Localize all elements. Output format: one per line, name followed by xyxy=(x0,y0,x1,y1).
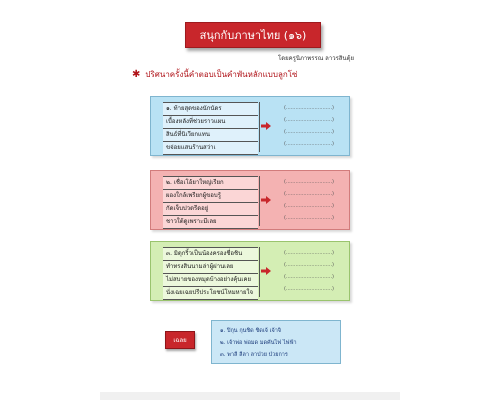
page-title: สนุกกับภาษาไทย (๑๖) xyxy=(185,22,321,48)
divider xyxy=(259,102,260,152)
puzzle-items xyxy=(163,176,258,229)
arrow-right-icon xyxy=(261,266,271,276)
divider xyxy=(259,247,260,297)
puzzle-items xyxy=(163,102,258,155)
puzzle-item: นั่งเฉยเฉยปรีประโยชน์โหมหายใจ xyxy=(163,287,258,300)
show-answer-button[interactable]: เฉลย xyxy=(165,331,195,349)
puzzle-group-3 xyxy=(150,241,350,301)
answer-blanks xyxy=(274,102,344,150)
instruction xyxy=(132,68,297,81)
instruction-text: ปริศนาครั้งนี้คำตอบเป็นคำพันหลักแบบลูกโซ่ xyxy=(145,70,298,79)
puzzle-item: กัดเจ็บปวดรีดอยู่ xyxy=(163,203,258,216)
footer-bar xyxy=(100,392,400,400)
answer-blank: (.............................) xyxy=(284,286,334,292)
puzzle-item: ชาวใต้ดูเพราะมีเลย xyxy=(163,216,258,229)
answer-blank: (.............................) xyxy=(284,203,334,209)
answer-blank: (.............................) xyxy=(284,105,334,111)
answer-blank: (.............................) xyxy=(284,274,334,280)
answer-blank: (.............................) xyxy=(284,117,334,123)
puzzle-item: ไม่สบายของหมุดบ้างอย่างคุ้นเคย xyxy=(163,274,258,287)
puzzle-item: สินธ์ที่นิเวียกแทน xyxy=(163,129,258,142)
puzzle-item: ผองใกล้เพรียกผู้ขอบรู้ xyxy=(163,190,258,203)
answer-blank: (.............................) xyxy=(284,262,334,268)
puzzle-item: ทำทรงสินนามล่าผู้ผ่านเลย xyxy=(163,261,258,274)
puzzle-group-2 xyxy=(150,170,350,230)
puzzle-item: ๒. เชื่อเโอ้ยาใหญ่เรียก xyxy=(163,176,258,190)
puzzle-item: ๓. มิดุกริ้วเป็นน้องครองชื่อชิน xyxy=(163,247,258,261)
answer-blanks xyxy=(274,176,344,224)
star-icon: ✱ xyxy=(132,69,141,80)
answer-key-line: ๓. พาลี ลีลา ลาป่วย ป่วยการ xyxy=(220,352,288,358)
puzzle-item: ขจ่อยแสนร้านสว่าเ xyxy=(163,142,258,155)
answer-blank: (.............................) xyxy=(284,215,334,221)
puzzle-group-1 xyxy=(150,96,350,156)
puzzle-item: เบื้องหลังที่ช่วยราวแผน xyxy=(163,116,258,129)
answer-blank: (.............................) xyxy=(284,179,334,185)
puzzle-items xyxy=(163,247,258,300)
arrow-right-icon xyxy=(261,195,271,205)
answer-blanks xyxy=(274,247,344,295)
puzzle-item: ๑. ท้ายสุดของนักนัดร xyxy=(163,102,258,116)
answer-blank: (.............................) xyxy=(284,141,334,147)
author-credit: โดยครูนิภาพรรณ ลาวรสินตุ้ย xyxy=(278,55,354,62)
answer-key xyxy=(211,320,341,364)
divider xyxy=(259,176,260,226)
answer-key-line: ๒. เจ้าพ่อ พ่อมด มดคันไฟ ไฟฟ้า xyxy=(220,340,297,346)
answer-key-line: ๑. ปิกุน กุนชิด ชิดเจ้ เจ้าจิ xyxy=(220,328,282,334)
answer-blank: (.............................) xyxy=(284,129,334,135)
arrow-right-icon xyxy=(261,121,271,131)
answer-blank: (.............................) xyxy=(284,250,334,256)
answer-blank: (.............................) xyxy=(284,191,334,197)
